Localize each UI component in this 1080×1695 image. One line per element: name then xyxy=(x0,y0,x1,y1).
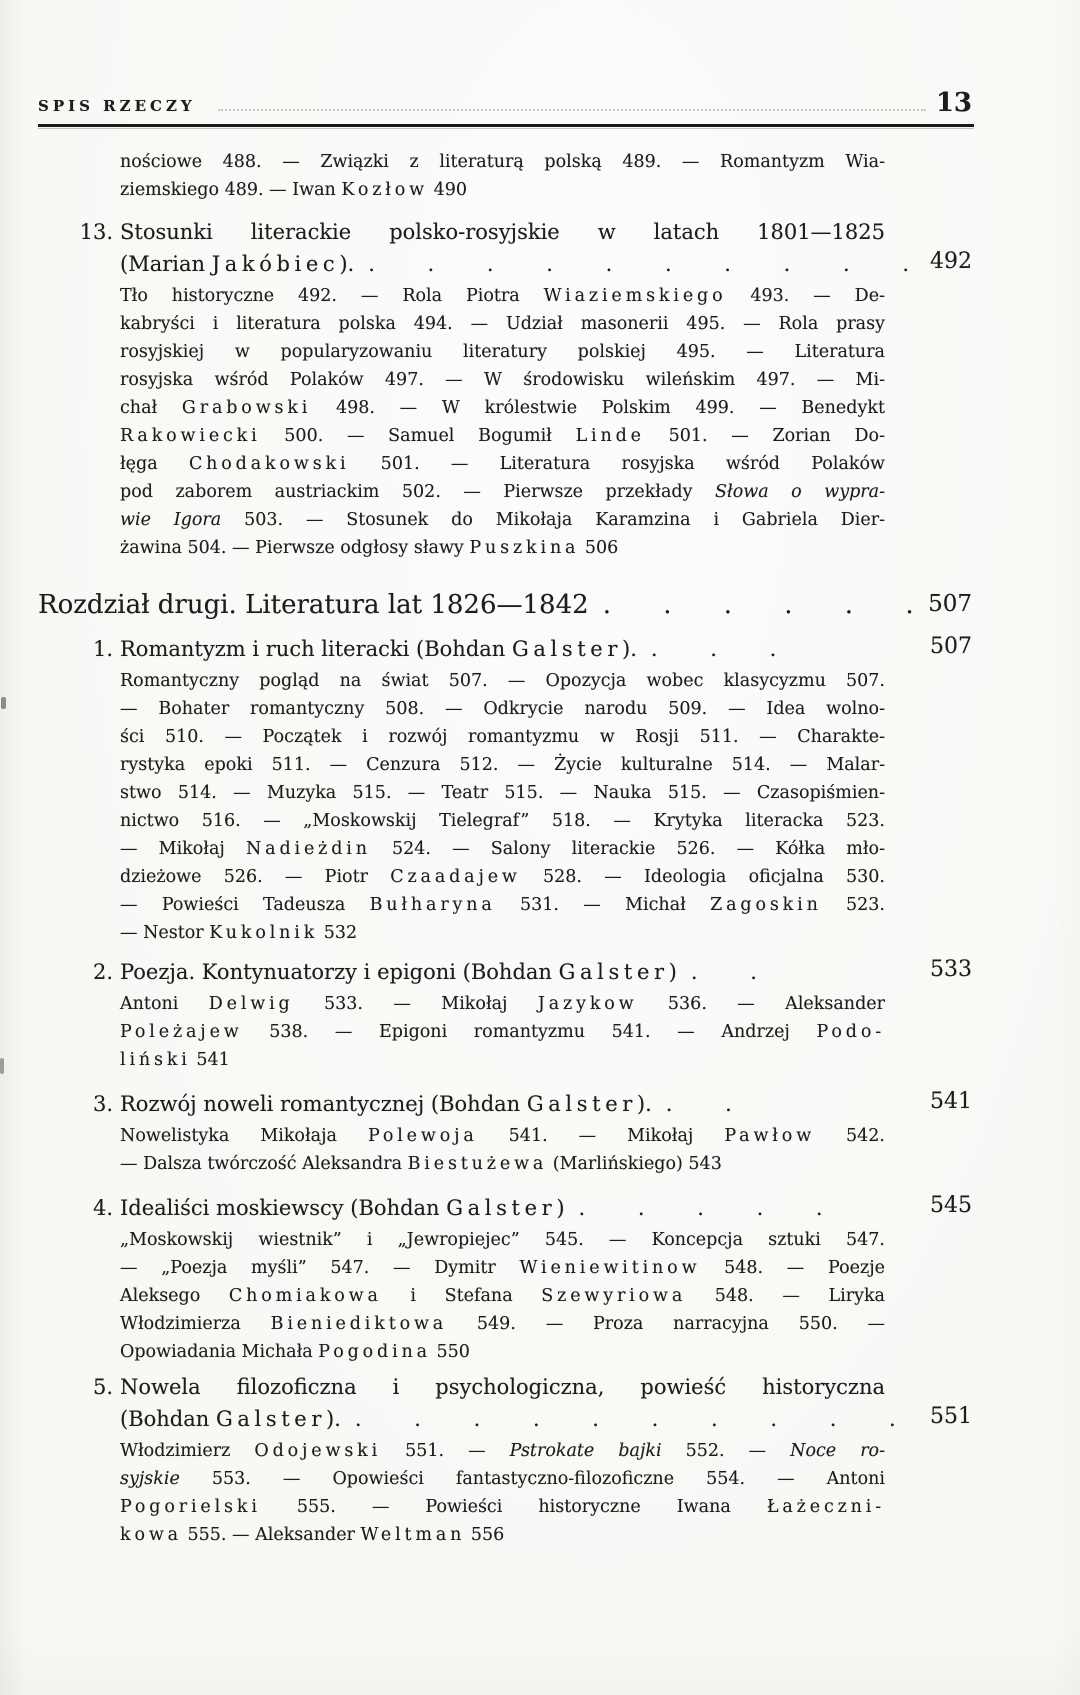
spaced-surname: Zagoskin xyxy=(710,895,822,915)
text-run: 490 xyxy=(428,180,467,200)
italic-work-title: syjskie xyxy=(120,1469,180,1489)
text-run: Włodzimierz xyxy=(120,1441,255,1461)
entry-title-line xyxy=(120,248,972,280)
entry-number: 13. xyxy=(79,220,113,244)
entry-title-line xyxy=(120,216,885,248)
detail-line xyxy=(120,1521,885,1549)
detail-line xyxy=(120,534,885,562)
text-run: Rozdział drugi. Literatura lat 1826—1842 xyxy=(38,590,589,620)
detail-line xyxy=(120,751,885,779)
text-run: Włodzimierza xyxy=(120,1314,271,1334)
scan-artifact xyxy=(0,1058,4,1074)
text-run: Nowelistyka Mikołaja xyxy=(120,1126,368,1146)
running-header xyxy=(38,88,972,118)
entry-subtopics xyxy=(120,990,885,1074)
text-run: i Stefana xyxy=(381,1286,542,1306)
spaced-surname: Grabowski xyxy=(181,398,312,418)
text-run: Poezja. Kontynuatorzy i epigoni (Bohdan xyxy=(120,960,559,984)
text-run: nictwo 516. — „Moskowskij Tielegraf” 518. — Krytyka literacka 523. xyxy=(120,811,885,831)
text-run: ) xyxy=(668,960,677,984)
spaced-surname: Odojewski xyxy=(254,1441,382,1461)
text-run: nościowe 488. — Związki z literaturą polską 489. — Romantyzm Wia- xyxy=(120,152,885,172)
text-run: Antoni xyxy=(120,994,209,1014)
spaced-surname: Kukolnik xyxy=(209,923,319,943)
text-run: 501. — Zorian Do- xyxy=(644,426,885,446)
text-run: 541. — Mikołaj xyxy=(477,1126,725,1146)
leader-dots: . . . . . . . . . . xyxy=(368,252,910,276)
detail-line xyxy=(120,807,885,835)
detail-line xyxy=(120,835,885,863)
entry-page-number: 545 xyxy=(930,1193,972,1218)
text-run: Stosunki literackie polsko-rosyjskie w latach 1801—1825 xyxy=(120,220,885,244)
text-run: 523. xyxy=(821,895,885,915)
spaced-surname: Szewyriowa xyxy=(541,1286,687,1306)
text-run: 556 xyxy=(465,1525,505,1545)
scan-dotted-artifact xyxy=(218,109,926,111)
entry-number: 2. xyxy=(92,960,113,984)
detail-line xyxy=(120,338,885,366)
spaced-surname: Galster xyxy=(526,1092,637,1116)
spaced-surname: Nadieżdin xyxy=(246,839,371,859)
text-run: ). xyxy=(326,1407,341,1431)
detail-line xyxy=(120,695,885,723)
entry-title-line xyxy=(120,1403,972,1435)
entry-title-line xyxy=(120,1088,972,1120)
entry-page-number: 507 xyxy=(930,634,972,659)
detail-line xyxy=(120,366,885,394)
entry-title-line xyxy=(120,1371,885,1403)
detail-line xyxy=(120,1226,885,1254)
spaced-surname: Pogorielski xyxy=(120,1497,261,1517)
text-run: pod zaborem austriackim 502. — Pierwsze przekłady xyxy=(120,482,716,502)
entry-subtopics xyxy=(120,282,885,562)
text-run: 498. — W królestwie Polskim 499. — Benedykt xyxy=(311,398,885,418)
text-run: (Marlińskiego) 543 xyxy=(547,1154,722,1174)
leader-dots: . . xyxy=(665,1092,732,1116)
entry-title-line xyxy=(120,1192,972,1224)
spaced-surname: Polewoja xyxy=(367,1126,478,1146)
text-run: 550 xyxy=(430,1342,470,1362)
entry-subtopics xyxy=(120,667,885,947)
text-run: 533. — Mikołaj xyxy=(293,994,538,1014)
text-run: 555. — Aleksander xyxy=(181,1525,361,1545)
text-run: 548. — Poezje xyxy=(700,1258,885,1278)
detail-line xyxy=(120,779,885,807)
leader-dots: . . . . . xyxy=(578,1196,823,1220)
scan-artifact xyxy=(1,697,6,709)
detail-line xyxy=(120,310,885,338)
entry-subtopics xyxy=(120,1122,885,1178)
detail-line xyxy=(120,1150,885,1178)
leader-dots: . . . xyxy=(650,637,777,661)
detail-line xyxy=(120,990,885,1018)
text-run: Romantyczny pogląd na świat 507. — Opozycja wobec klasycyzmu 507. xyxy=(120,671,885,691)
entry-title-line xyxy=(120,956,972,988)
detail-line xyxy=(120,422,885,450)
text-run: 552. — xyxy=(661,1441,791,1461)
detail-line xyxy=(120,1018,885,1046)
detail-line xyxy=(120,667,885,695)
text-run: 553. — Opowieści fantastyczno-filozoficzne 554. — Antoni xyxy=(179,1469,885,1489)
detail-line xyxy=(120,282,885,310)
spaced-surname: liński xyxy=(120,1050,191,1070)
entry-page-number: 533 xyxy=(930,957,972,982)
text-run: ). xyxy=(636,1092,652,1116)
spaced-surname: Rakowiecki xyxy=(120,426,261,446)
running-title: SPIS RZECZY xyxy=(38,97,196,115)
spaced-surname: Jakóbiec xyxy=(211,252,340,276)
detail-line xyxy=(120,506,885,534)
text-run: — Dalsza twórczość Aleksandra xyxy=(120,1154,408,1174)
spaced-surname: Linde xyxy=(575,426,645,446)
text-run: — Bohater romantyczny 508. — Odkrycie narodu 509. — Idea wolno- xyxy=(120,699,885,719)
spaced-surname: Poleżajew xyxy=(120,1022,243,1042)
toc-entry xyxy=(79,216,972,562)
text-run: Aleksego xyxy=(120,1286,229,1306)
leader-dots: . . . . . . xyxy=(602,590,914,620)
text-run: — Powieści Tadeusza xyxy=(120,895,370,915)
toc-entry xyxy=(92,1192,972,1366)
chapter-heading xyxy=(38,587,972,624)
text-run: — Mikołaj xyxy=(120,839,246,859)
text-run: 531. — Michał xyxy=(495,895,711,915)
text-run: rosyjska wśród Polaków 497. — W środowisku wileńskim 497. — Mi- xyxy=(120,370,885,390)
detail-line xyxy=(120,1338,885,1366)
spaced-surname: Kozłow xyxy=(341,180,429,200)
text-run: 528. — Ideologia oficjalna 530. xyxy=(520,867,885,887)
text-run: 542. xyxy=(815,1126,885,1146)
text-run: — Nestor xyxy=(120,923,210,943)
text-run: Opowiadania Michała xyxy=(120,1342,319,1362)
spaced-surname: Weltman xyxy=(360,1525,466,1545)
spaced-surname: Bułharyna xyxy=(369,895,496,915)
text-run: ści 510. — Początek i rozwój romantyzmu w Rosji 511. — Charakte- xyxy=(120,727,885,747)
detail-line xyxy=(120,1493,885,1521)
spaced-surname: Wieniewitinow xyxy=(519,1258,701,1278)
text-run: 532 xyxy=(318,923,358,943)
spaced-surname: Galster xyxy=(511,637,623,661)
header-rule xyxy=(38,124,974,129)
leader-dots: . . . . . . . . . . xyxy=(354,1407,896,1431)
detail-line xyxy=(120,723,885,751)
entry-page-number: 551 xyxy=(930,1404,972,1429)
text-run: 538. — Epigoni romantyzmu 541. — Andrzej xyxy=(242,1022,817,1042)
spaced-surname: Pawłow xyxy=(724,1126,816,1146)
text-run: rystyka epoki 511. — Cenzura 512. — Życie kulturalne 514. — Malar- xyxy=(120,755,885,775)
text-run: 501. — Literatura rosyjska wśród Polaków xyxy=(349,454,885,474)
text-run: 503. — Stosunek do Mikołaja Karamzina i Gabriela Dier- xyxy=(221,510,885,530)
text-run: 549. — Proza narracyjna 550. — xyxy=(447,1314,885,1334)
toc-content xyxy=(38,148,972,1549)
text-run: „Moskowskij wiestnik” i „Jewropiejec” 545. — Koncepcja sztuki 547. xyxy=(120,1230,885,1250)
spaced-surname: Galster xyxy=(215,1407,327,1431)
detail-line xyxy=(120,1437,885,1465)
text-run: ). xyxy=(339,252,355,276)
text-run: 541 xyxy=(190,1050,230,1070)
text-run: Romantyzm i ruch literacki (Bohdan xyxy=(120,637,512,661)
detail-line xyxy=(120,1465,885,1493)
text-run: (Bohdan xyxy=(120,1407,216,1431)
spaced-surname: Czaadajew xyxy=(390,867,521,887)
spaced-surname: Galster xyxy=(558,960,669,984)
text-run: ) xyxy=(556,1196,565,1220)
entry-subtopics xyxy=(120,1437,885,1549)
detail-line xyxy=(120,1046,885,1074)
italic-work-title: Pstrokate bajki xyxy=(509,1441,662,1461)
entry-page-number: 507 xyxy=(928,591,972,617)
detail-line xyxy=(120,1310,885,1338)
spaced-surname: Jazykow xyxy=(537,994,638,1014)
text-run: żawina 504. — Pierwsze odgłosy sławy xyxy=(120,538,470,558)
text-run: (Marian xyxy=(120,252,212,276)
spaced-surname: Bieniediktowa xyxy=(270,1314,448,1334)
text-run: kabryści i literatura polska 494. — Udział masonerii 495. — Rola prasy xyxy=(120,314,885,334)
text-run: 500. — Samuel Bogumił xyxy=(260,426,576,446)
text-run: 548. — Liryka xyxy=(686,1286,885,1306)
entry-page-number: 492 xyxy=(930,249,972,274)
spaced-surname: Podo- xyxy=(816,1022,885,1042)
entry-number: 4. xyxy=(92,1196,113,1220)
leader-dots: . . xyxy=(690,960,757,984)
spaced-surname: Chomiakowa xyxy=(228,1286,382,1306)
text-run: Rozwój noweli romantycznej (Bohdan xyxy=(120,1092,527,1116)
text-run: rosyjskiej w popularyzowaniu literatury polskiej 495. — Literatura xyxy=(120,342,885,362)
entry-page-number: 541 xyxy=(930,1089,972,1114)
detail-line xyxy=(120,891,885,919)
text-run: dzieżowe 526. — Piotr xyxy=(120,867,391,887)
text-run: stwo 514. — Muzyka 515. — Teatr 515. — Nauka 515. — Czasopiśmien- xyxy=(120,783,885,803)
italic-work-title: Słowa o wypra- xyxy=(715,482,885,502)
spaced-surname: Łażeczni- xyxy=(766,1497,885,1517)
toc-entry xyxy=(92,1371,972,1549)
text-run: — „Poezja myśli” 547. — Dymitr xyxy=(120,1258,520,1278)
text-run: ). xyxy=(622,637,637,661)
entry-subtopics xyxy=(120,1226,885,1366)
spaced-surname: Puszkina xyxy=(469,538,580,558)
text-run: 506 xyxy=(579,538,619,558)
text-run: 524. — Salony literackie 526. — Kółka mło- xyxy=(370,839,885,859)
italic-work-title: Noce ro- xyxy=(790,1441,886,1461)
toc-entry xyxy=(92,633,972,947)
page-number: 13 xyxy=(935,88,972,118)
entry-title-line xyxy=(120,633,972,665)
text-run: Idealiści moskiewscy (Bohdan xyxy=(120,1196,447,1220)
text-run: chał xyxy=(120,398,182,418)
text-run: 555. — Powieści historyczne Iwana xyxy=(260,1497,767,1517)
spaced-surname: Galster xyxy=(446,1196,557,1220)
spaced-surname: Pogodina xyxy=(318,1342,431,1362)
detail-line xyxy=(120,1254,885,1282)
entry-number: 3. xyxy=(92,1092,113,1116)
detail-line xyxy=(120,1282,885,1310)
toc-entry xyxy=(92,956,972,1074)
text-run: Nowela filozoficzna i psychologiczna, powieść historyczna xyxy=(120,1375,885,1399)
text-run: Tło historyczne 492. — Rola Piotra xyxy=(120,286,544,306)
detail-line xyxy=(120,919,885,947)
detail-line xyxy=(120,148,885,176)
detail-line xyxy=(120,394,885,422)
text-run: łęga xyxy=(120,454,189,474)
detail-line xyxy=(120,1122,885,1150)
detail-line xyxy=(120,176,885,204)
detail-line xyxy=(120,863,885,891)
text-run: 536. — Aleksander xyxy=(637,994,885,1014)
detail-line xyxy=(120,478,885,506)
spaced-surname: Chodakowski xyxy=(188,454,350,474)
entry-number: 5. xyxy=(92,1375,113,1399)
text-run: 493. — De- xyxy=(726,286,885,306)
spaced-surname: Biestużewa xyxy=(407,1154,548,1174)
text-run: ziemskiego 489. — Iwan xyxy=(120,180,342,200)
spaced-surname: kowa xyxy=(120,1525,182,1545)
italic-work-title: wie Igora xyxy=(120,510,222,530)
spaced-surname: Wiaziemskiego xyxy=(543,286,727,306)
toc-entry xyxy=(92,1088,972,1178)
spaced-surname: Delwig xyxy=(208,994,294,1014)
continued-entry-text xyxy=(120,148,885,204)
text-run: 551. — xyxy=(381,1441,510,1461)
detail-line xyxy=(120,450,885,478)
entry-number: 1. xyxy=(92,637,113,661)
